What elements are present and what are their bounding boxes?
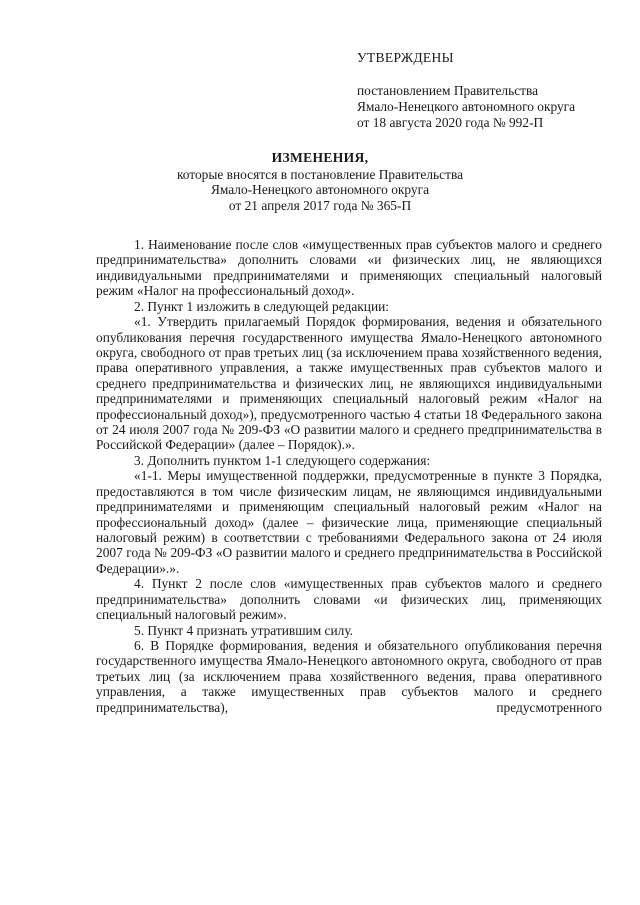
document-body xyxy=(96,237,602,715)
title-subline: Ямало-Ненецкого автономного округа xyxy=(210,182,430,197)
approval-block xyxy=(357,50,627,131)
title-subline: которые вносятся в постановление Правительства xyxy=(176,166,464,182)
title-subline: от 21 апреля 2017 года № 365-П xyxy=(228,197,412,213)
paragraph: «1-1. Меры имущественной поддержки, предусмотренные в пункте 3 Порядка, предоставляются в том числе физическим лицам, не являющимся индивидуальными предпринимателями и применяющим специальный налоговый режим «Налог на профессиональный доход» (далее – физические лица, применяющие специальный налоговый режим) в соответствии с требованиями Федерального закона от 24 июля 2007 года № 209-ФЗ «О развитии малого и среднего предпринимательства в Российской Федерации».». xyxy=(96,468,602,576)
paragraph: «1. Утвердить прилагаемый Порядок формирования, ведения и обязательного опубликования перечня государственного имущества Ямало-Ненецкого автономного округа, свободного от прав третьих лиц (за исключением права хозяйственного ведения, права оперативного управления, а также имущественных прав субъектов малого и среднего предпринимательства и физических лиц, не являющихся индивидуальными предпринимателями и применяющих специальный налоговый режим «Налог на профессиональный доход»), предусмотренного частью 4 статьи 18 Федерального закона от 24 июля 2007 года № 209-ФЗ «О развитии малого и среднего предпринимательства в Российской Федерации» (далее – Порядок).». xyxy=(96,314,602,453)
approval-heading: УТВЕРЖДЕНЫ xyxy=(357,50,454,65)
document-title: ИЗМЕНЕНИЯ, xyxy=(271,150,369,165)
paragraph: 3. Дополнить пунктом 1-1 следующего содержания: xyxy=(134,452,431,468)
approval-line: от 18 августа 2020 года № 992-П xyxy=(357,115,544,130)
approval-line: Ямало-Ненецкого автономного округа xyxy=(357,99,576,114)
paragraph: 4. Пункт 2 после слов «имущественных прав субъектов малого и среднего предпринимательства» дополнить словами «и физических лиц, применяющих специальный налоговый режим». xyxy=(96,576,602,623)
paragraph: 1. Наименование после слов «имущественных прав субъектов малого и среднего предпринимательства» дополнить словами «и физических лиц, не являющихся индивидуальными предпринимателями и применяющих специальный налоговый режим «Налог на профессиональный доход». xyxy=(96,237,602,299)
document-title-block xyxy=(60,150,580,213)
paragraph: 5. Пункт 4 признать утратившим силу. xyxy=(134,622,354,638)
paragraph: 2. Пункт 1 изложить в следующей редакции: xyxy=(134,298,390,314)
approval-line: постановлением Правительства xyxy=(357,83,539,98)
paragraph: 6. В Порядке формирования, ведения и обязательного опубликования перечня государственного имущества Ямало-Ненецкого автономного округа, свободного от прав третьих лиц (за исключением права хозяйственного ведения, права оперативного управления, а также имущественных прав субъектов малого и среднего предпринимательства), предусмотренного xyxy=(96,637,602,715)
